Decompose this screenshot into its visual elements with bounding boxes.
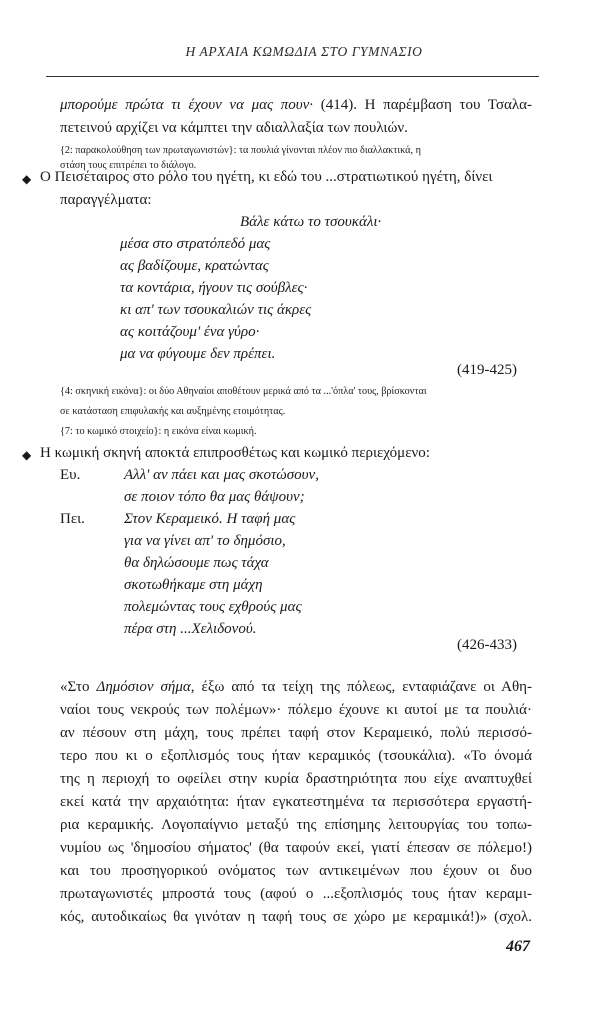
bullet-icon: ◆ (22, 172, 32, 186)
poem-line: μέσα στο στρατόπεδό μας (120, 236, 271, 252)
paragraph-line: ρια κεραμικής. Λογοπαίγνιο μεταξύ της επίσημης λειτουργίας του τοπω- (60, 817, 532, 833)
header-rule (46, 76, 539, 77)
dialogue-line: Στον Κεραμεικό. Η ταφή μας (124, 511, 296, 527)
note-1-line-2: στάση τους επιτρέπει το διάλογο. (60, 160, 197, 171)
dialogue-line: Αλλ' αν πάει και μας σκοτώσουν, (124, 467, 319, 483)
paragraph-line: τερο που κι ο εξοπλισμός τους ήταν κεραμικός (τσουκάλια). «Το όνομά (60, 748, 532, 764)
paragraph-line (60, 679, 532, 696)
page-number: 467 (506, 938, 530, 955)
dialogue-line: πέρα στη ...Χελιδονού. (124, 621, 257, 637)
note-1-line-1: {2: παρακολούθηση των πρωταγωνιστών}: τα πουλιά γίνονται πλέον πιο διαλλακτικά, η (60, 145, 421, 156)
speaker-label: Πει. (60, 511, 85, 527)
dialogue-line: για να γίνει απ' το δημόσιο, (124, 533, 286, 549)
paragraph-line: νυμίου ως 'δημοσίου σήματος' (θα ταφούν εκεί, γιατί έπεσαν σε πόλεμο!) (60, 840, 532, 856)
poem-line: μα να φύγουμε δεν πρέπει. (120, 346, 276, 362)
poem-line: τα κοντάρια, ήγουν τις σούβλες· (120, 280, 308, 296)
intro-line-1 (60, 97, 532, 114)
verse-reference-1: (419-425) (457, 362, 517, 378)
intro-italic: μπορούμε πρώτα τι έχουν να μας πουν· (60, 97, 314, 113)
poem-line: κι απ' των τσουκαλιών τις άκρες (120, 302, 312, 318)
dialogue-line: σε ποιον τόπο θα μας θάψουν; (124, 489, 305, 505)
speaker-label: Ευ. (60, 467, 81, 483)
paragraph-line: κός, αυτοδικαίως θα γινόταν η ταφή τους σε χώρο με κεραμικά!)» (σχολ. (60, 909, 532, 925)
dialogue-line: πολεμώντας τους εχθρούς μας (124, 599, 302, 615)
intro-rest: (414). Η παρέμβαση του Τσαλα- (320, 97, 533, 113)
paragraph-text: , έξω από τα τείχη της πόλεως, ενταφιάζανε οι Αθη- (190, 679, 532, 695)
dialogue-line: θα δηλώσουμε πως τάχα (124, 555, 269, 571)
note-2-line-1: {4: σκηνική εικόνα}: οι δύο Αθηναίοι αποθέτουν μερικά από τα ...'όπλα' τους, βρίσκονται (60, 386, 427, 397)
dialogue-line: σκοτωθήκαμε στη μάχη (124, 577, 263, 593)
poem-line: Βάλε κάτω το τσουκάλι· (240, 214, 382, 230)
poem-line: ας κοιτάζουμ' ένα γύρο· (120, 324, 260, 340)
bullet-1-line-2: παραγγέλματα: (60, 192, 152, 208)
bullet-icon: ◆ (22, 448, 32, 462)
paragraph-line: και του προσηγορικού ονόματος των αντικειμένων που έχουν οι δυο (60, 863, 532, 879)
paragraph-line: αν πέσουν στη μάχη, τους πρέπει ταφή στον Κεραμεικό, πολύ περισσό- (60, 725, 532, 741)
note-2-line-2: σε κατάσταση επιφυλακής και αυξημένης ετοιμότητας. (60, 406, 286, 417)
paragraph-line: ναίοι τους νεκρούς των πολέμων»· πόλεμο έχουνε κι αυτοί με τα πουλιά· (60, 702, 532, 718)
paragraph-line: εκεί κατά την αρχαιότητα: ήταν εγκατεστημένα τα περισσότερα εργαστή- (60, 794, 532, 810)
paragraph-italic: Δημόσιον σήμα (96, 679, 191, 695)
note-3: {7: το κωμικό στοιχείο}: η εικόνα είναι κωμική. (60, 426, 257, 437)
verse-reference-2: (426-433) (457, 637, 517, 653)
paragraph-text: «Στο (60, 679, 97, 695)
bullet-1-line-1: Ο Πεισέταιρος στο ρόλο του ηγέτη, κι εδώ του ...στρατιωτικού ηγέτη, δίνει (40, 169, 493, 185)
poem-line: ας βαδίζουμε, κρατώντας (120, 258, 269, 274)
paragraph-line: πρωταγωνιστές μπροστά τους (αφού ο ...εξοπλισμός τους ήταν κεραμι- (60, 886, 532, 902)
bullet-2-text: Η κωμική σκηνή αποκτά επιπροσθέτως και κωμικό περιεχόμενο: (40, 445, 430, 461)
running-header: Η ΑΡΧΑΙΑ ΚΩΜΩΔΙΑ ΣΤΟ ΓΥΜΝΑΣΙΟ (185, 44, 423, 59)
intro-line-2: πετεινού αρχίζει να κάμπτει την αδιαλλαξία των πουλιών. (60, 120, 408, 136)
paragraph-line: της η περιοχή το οφείλει στην κυρία δραστηριότητα που είχε αναπτυχθεί (60, 771, 532, 787)
